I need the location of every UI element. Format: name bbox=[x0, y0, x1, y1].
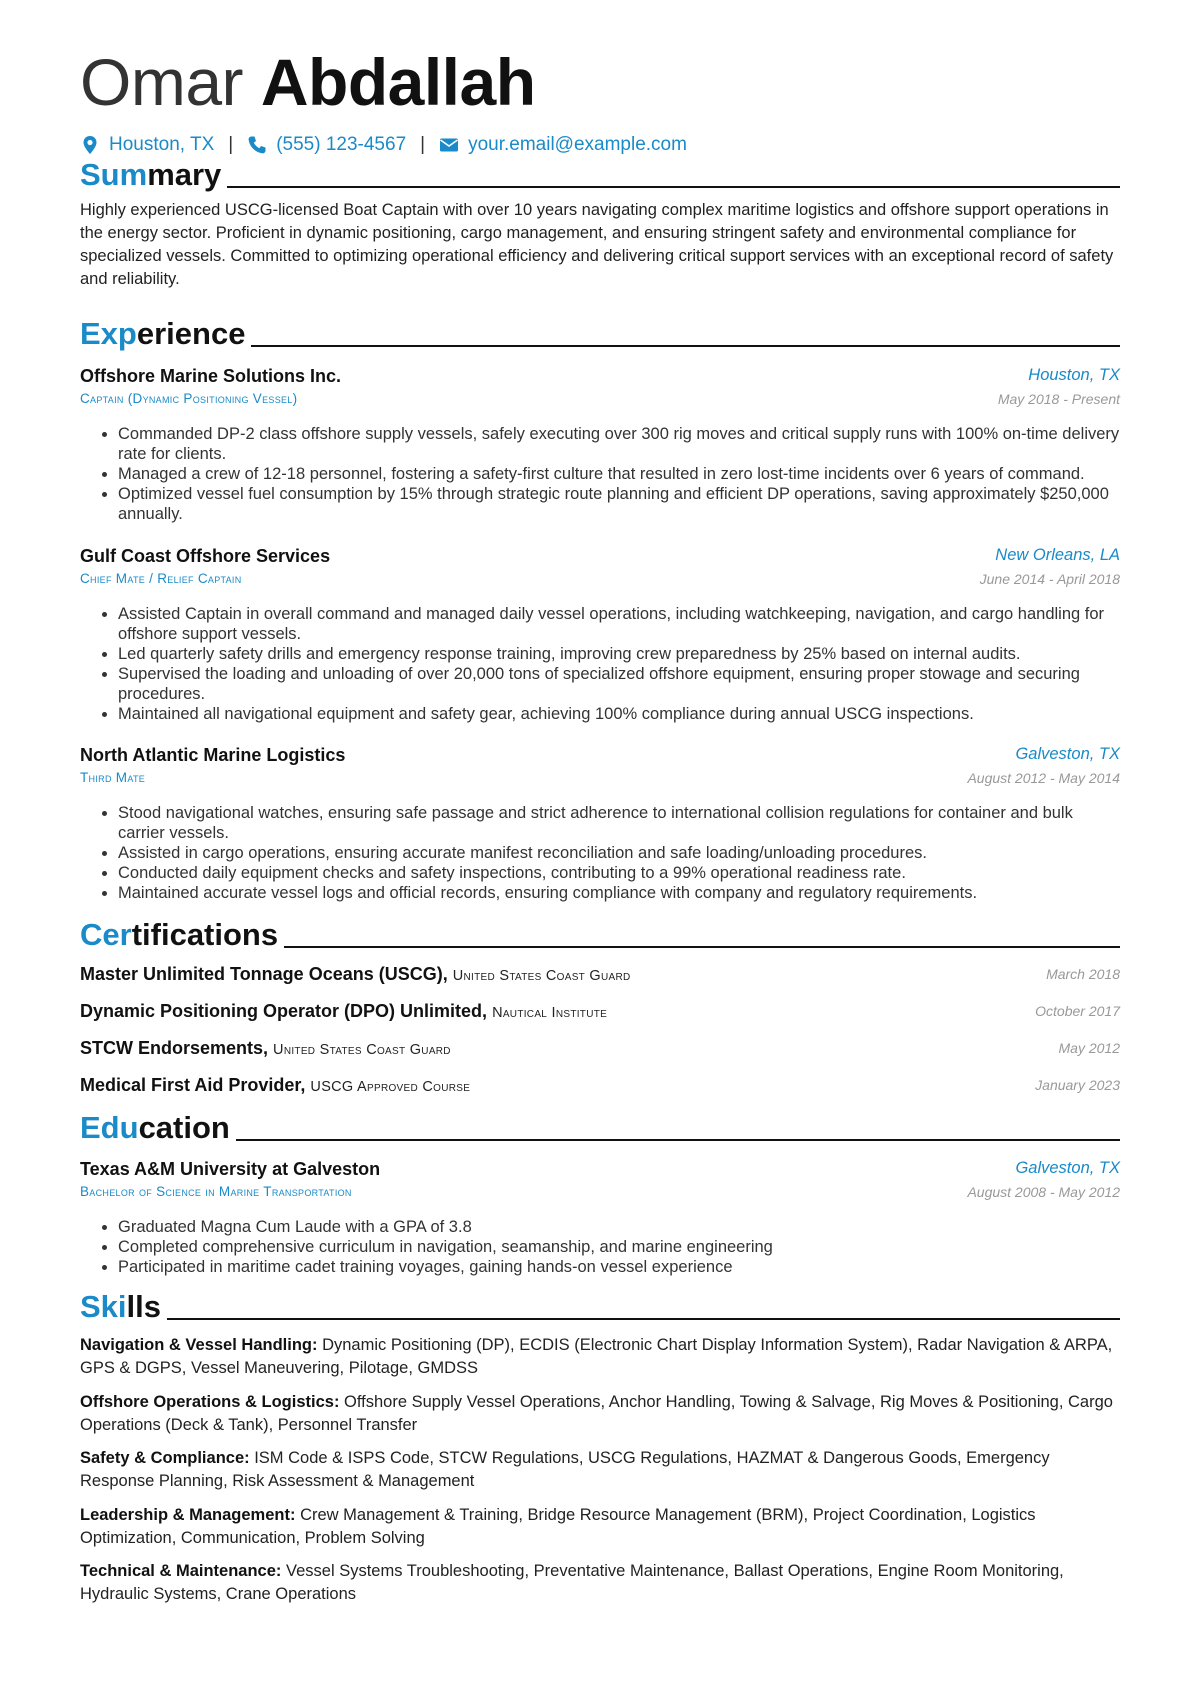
education-heading: Education bbox=[80, 1111, 1120, 1145]
bullet-item: • Managed a crew of 12-18 personnel, fostering a safety-first culture that resulted in zero lost-time incidents over 6 years of command. bbox=[118, 464, 1123, 484]
job-dates: August 2012 - May 2014 bbox=[967, 770, 1120, 786]
phone-icon bbox=[247, 135, 267, 155]
job-title: Third Mate bbox=[80, 770, 146, 785]
job-location: Houston, TX bbox=[1028, 366, 1120, 384]
skill-group-label: Leadership & Management: bbox=[80, 1506, 296, 1524]
last-name: Abdallah bbox=[260, 45, 536, 119]
job-location: Galveston, TX bbox=[1015, 745, 1120, 763]
education-dates: August 2008 - May 2012 bbox=[967, 1184, 1120, 1200]
bullet-item: • Conducted daily equipment checks and safety inspections, contributing to a 99% operational readiness rate. bbox=[118, 863, 1123, 883]
bullet-item: • Maintained all navigational equipment and safety gear, achieving 100% compliance during annual USCG inspections. bbox=[118, 704, 1123, 724]
certification-item: Medical First Aid Provider, USCG Approved Course January 2023 bbox=[80, 1075, 1120, 1095]
certification-date: May 2012 bbox=[1058, 1040, 1120, 1056]
contact-separator: | bbox=[228, 134, 234, 155]
skill-group bbox=[80, 1334, 1120, 1380]
certification-name: Dynamic Positioning Operator (DPO) Unlimited bbox=[80, 1001, 483, 1021]
summary-text: Highly experienced USCG-licensed Boat Captain with over 10 years navigating complex maritime logistics and offshore support operations in the energy sector. Proficient in dynamic positioning, cargo management, and ensuring stringent safety and environmental compliance for specialized vessels. Committed to optimizing operational efficiency and delivering critical support services with an exceptional record of safety and reliability. bbox=[80, 201, 1114, 288]
certification-item: Dynamic Positioning Operator (DPO) Unlimited, Nautical Institute October 2017 bbox=[80, 1001, 1120, 1021]
certification-issuer: United States Coast Guard bbox=[452, 968, 631, 984]
email-link[interactable]: your.email@example.com bbox=[468, 134, 687, 155]
envelope-icon bbox=[439, 135, 459, 155]
certification-name: Master Unlimited Tonnage Oceans (USCG) bbox=[80, 964, 443, 984]
certification-issuer: USCG Approved Course bbox=[310, 1079, 471, 1095]
skill-group-label: Safety & Compliance: bbox=[80, 1449, 250, 1467]
experience-heading: Experience bbox=[80, 317, 1120, 351]
contact-separator: | bbox=[420, 134, 426, 155]
section-rule bbox=[251, 345, 1120, 347]
skill-group-text: Offshore Supply Vessel Operations, Anchor Handling, Towing & Salvage, Rig Moves & Positioning, Cargo Operations (Deck & Tank), Personnel Transfer bbox=[80, 1393, 1113, 1434]
job-bullets bbox=[98, 424, 1123, 524]
skill-group-text: Crew Management & Training, Bridge Resource Management (BRM), Project Coordination, Logistics Optimization, Communication, Problem Solving bbox=[80, 1506, 1036, 1547]
skill-group-label: Technical & Maintenance: bbox=[80, 1562, 282, 1580]
skill-group bbox=[80, 1447, 1120, 1493]
phone-text: (555) 123-4567 bbox=[276, 134, 407, 155]
contact-line bbox=[80, 134, 687, 156]
bullet-item: • Participated in maritime cadet training voyages, gaining hands-on vessel experience bbox=[118, 1257, 1123, 1277]
bullet-item: • Commanded DP-2 class offshore supply vessels, safely executing over 300 rig moves and critical supply runs with 100% on-time delivery rate for clients. bbox=[118, 424, 1123, 464]
skill-group-label: Navigation & Vessel Handling: bbox=[80, 1336, 318, 1354]
skill-group bbox=[80, 1391, 1120, 1437]
bullet-item: • Supervised the loading and unloading of over 20,000 tons of specialized offshore equipment, ensuring proper stowage and securing procedures. bbox=[118, 664, 1123, 704]
bullet-item: • Completed comprehensive curriculum in navigation, seamanship, and marine engineering bbox=[118, 1237, 1123, 1257]
candidate-name bbox=[80, 42, 536, 122]
skill-group-text: Dynamic Positioning (DP), ECDIS (Electronic Chart Display Information System), Radar Navigation & ARPA, GPS & DGPS, Vessel Maneuvering, Pilotage, GMDSS bbox=[80, 1336, 1113, 1377]
certification-item: STCW Endorsements, United States Coast Guard May 2012 bbox=[80, 1038, 1120, 1058]
job-title: Captain (Dynamic Positioning Vessel) bbox=[80, 391, 298, 406]
section-rule bbox=[236, 1139, 1120, 1141]
school-location: Galveston, TX bbox=[1015, 1159, 1120, 1177]
section-rule bbox=[227, 186, 1120, 188]
bullet-item: • Optimized vessel fuel consumption by 15% through strategic route planning and efficient DP operations, saving approximately $250,000 annually. bbox=[118, 484, 1123, 524]
skill-group bbox=[80, 1560, 1120, 1606]
skill-group bbox=[80, 1504, 1120, 1550]
location-text: Houston, TX bbox=[109, 134, 215, 155]
bullet-item: • Maintained accurate vessel logs and official records, ensuring compliance with company and regulatory requirements. bbox=[118, 883, 1123, 903]
certification-date: March 2018 bbox=[1046, 966, 1120, 982]
job-location: New Orleans, LA bbox=[995, 546, 1120, 564]
skills-heading: Skills bbox=[80, 1290, 1120, 1324]
bullet-item: • Assisted in cargo operations, ensuring accurate manifest reconciliation and safe loading/unloading procedures. bbox=[118, 843, 1123, 863]
bullet-item: • Graduated Magna Cum Laude with a GPA of 3.8 bbox=[118, 1217, 1123, 1237]
job-dates: June 2014 - April 2018 bbox=[979, 571, 1120, 587]
bullet-item: • Assisted Captain in overall command and managed daily vessel operations, including watchkeeping, navigation, and cargo handling for offshore support vessels. bbox=[118, 604, 1123, 644]
employer-name: North Atlantic Marine Logistics bbox=[80, 745, 346, 765]
certification-issuer: Nautical Institute bbox=[492, 1005, 608, 1021]
certification-date: January 2023 bbox=[1035, 1077, 1120, 1093]
certifications-heading: Certifications bbox=[80, 918, 1120, 952]
certification-date: October 2017 bbox=[1035, 1003, 1120, 1019]
bullet-item: • Led quarterly safety drills and emergency response training, improving crew preparedness by 25% based on internal audits. bbox=[118, 644, 1123, 664]
certification-item: Master Unlimited Tonnage Oceans (USCG), United States Coast Guard March 2018 bbox=[80, 964, 1120, 984]
certification-name: STCW Endorsements bbox=[80, 1038, 264, 1058]
job-bullets bbox=[98, 604, 1123, 724]
section-rule bbox=[284, 946, 1120, 948]
map-marker-icon bbox=[80, 135, 100, 155]
certification-issuer: United States Coast Guard bbox=[273, 1042, 451, 1058]
job-title: Chief Mate / Relief Captain bbox=[80, 571, 242, 586]
skill-group-label: Offshore Operations & Logistics: bbox=[80, 1393, 340, 1411]
employer-name: Offshore Marine Solutions Inc. bbox=[80, 366, 342, 386]
job-bullets bbox=[98, 803, 1123, 903]
section-rule bbox=[167, 1318, 1120, 1320]
degree-name: Bachelor of Science in Marine Transportation bbox=[80, 1184, 352, 1199]
job-dates: May 2018 - Present bbox=[997, 391, 1120, 407]
summary-heading: Summary bbox=[80, 158, 1120, 192]
skill-group-text: ISM Code & ISPS Code, STCW Regulations, USCG Regulations, HAZMAT & Dangerous Goods, Emergency Response Planning, Risk Assessment & Management bbox=[80, 1449, 1050, 1490]
skill-group-text: Vessel Systems Troubleshooting, Preventative Maintenance, Ballast Operations, Engine Room Monitoring, Hydraulic Systems, Crane Operations bbox=[80, 1562, 1064, 1603]
certification-name: Medical First Aid Provider bbox=[80, 1075, 301, 1095]
school-name: Texas A&M University at Galveston bbox=[80, 1159, 381, 1179]
employer-name: Gulf Coast Offshore Services bbox=[80, 546, 331, 566]
first-name: Omar bbox=[80, 45, 243, 119]
education-bullets bbox=[98, 1217, 1123, 1277]
bullet-item: • Stood navigational watches, ensuring safe passage and strict adherence to international collision regulations for container and bulk carrier vessels. bbox=[118, 803, 1123, 843]
